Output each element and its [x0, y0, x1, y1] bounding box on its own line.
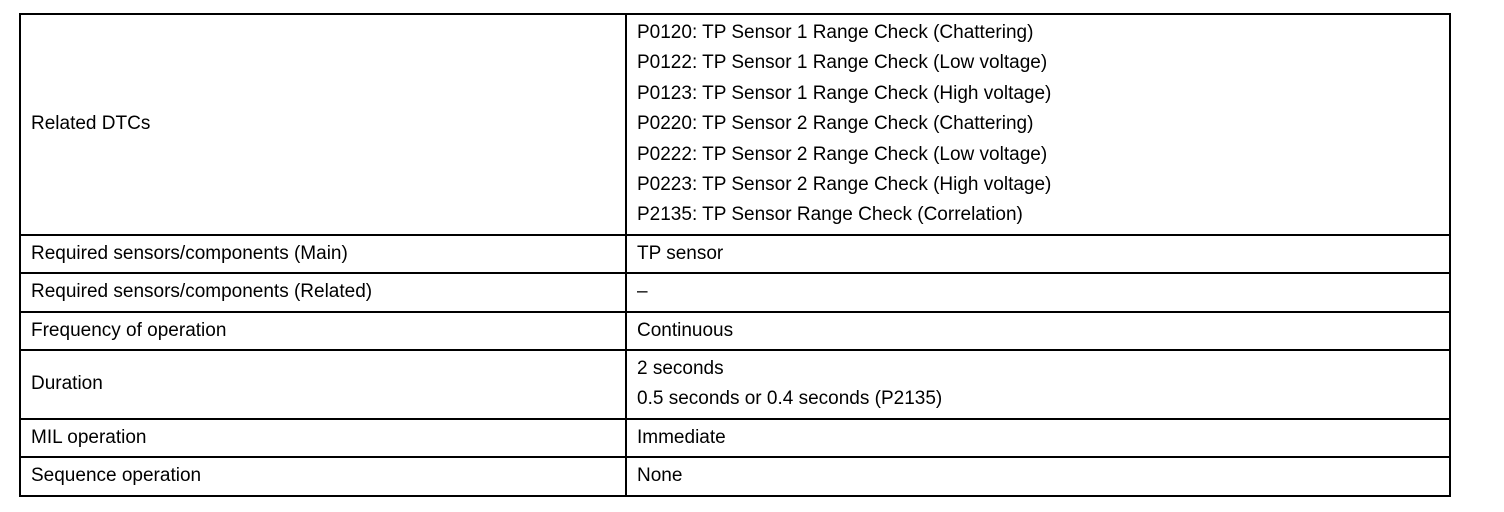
- dtc-entry-p0123: P0123: TP Sensor 1 Range Check (High voltage): [637, 82, 1052, 104]
- row-label-frequency: Frequency of operation: [20, 312, 626, 350]
- dtc-entry-p0223: P0223: TP Sensor 2 Range Check (High voltage): [637, 174, 1052, 196]
- row-value-frequency: Continuous: [626, 312, 1450, 350]
- duration-line-1: 2 seconds: [637, 358, 724, 380]
- row-label-sequence-operation: Sequence operation: [20, 457, 626, 495]
- dtc-entry-p0120: P0120: TP Sensor 1 Range Check (Chattering): [637, 22, 1034, 43]
- table-row-required-main: [20, 235, 1450, 273]
- dtc-entry-p2135: P2135: TP Sensor Range Check (Correlation): [637, 204, 1023, 226]
- row-value-required-related: –: [626, 273, 1450, 311]
- row-label-duration: Duration: [20, 350, 626, 419]
- dtc-entry-p0222: P0222: TP Sensor 2 Range Check (Low voltage): [637, 143, 1048, 165]
- dtc-entry-p0220: P0220: TP Sensor 2 Range Check (Chattering): [637, 113, 1034, 135]
- row-label-related-dtcs: Related DTCs: [20, 14, 626, 235]
- row-label-mil-operation: MIL operation: [20, 419, 626, 457]
- table-row-frequency: [20, 312, 1450, 350]
- duration-line-2: 0.5 seconds or 0.4 seconds (P2135): [637, 388, 943, 410]
- table-row-sequence-operation: [20, 457, 1450, 495]
- table-row-related-dtcs: [20, 14, 1450, 235]
- row-value-related-dtcs: [626, 14, 1450, 235]
- table-row-mil-operation: [20, 419, 1450, 457]
- table-row-duration: [20, 350, 1450, 419]
- row-label-required-related: Required sensors/components (Related): [20, 273, 626, 311]
- dtc-specification-table: [19, 13, 1451, 497]
- row-value-duration: [626, 350, 1450, 419]
- row-label-required-main: Required sensors/components (Main): [20, 235, 626, 273]
- row-value-sequence-operation: None: [626, 457, 1450, 495]
- dtc-entry-p0122: P0122: TP Sensor 1 Range Check (Low voltage): [637, 52, 1048, 74]
- row-value-required-main: TP sensor: [626, 235, 1450, 273]
- row-value-mil-operation: Immediate: [626, 419, 1450, 457]
- table-row-required-related: [20, 273, 1450, 311]
